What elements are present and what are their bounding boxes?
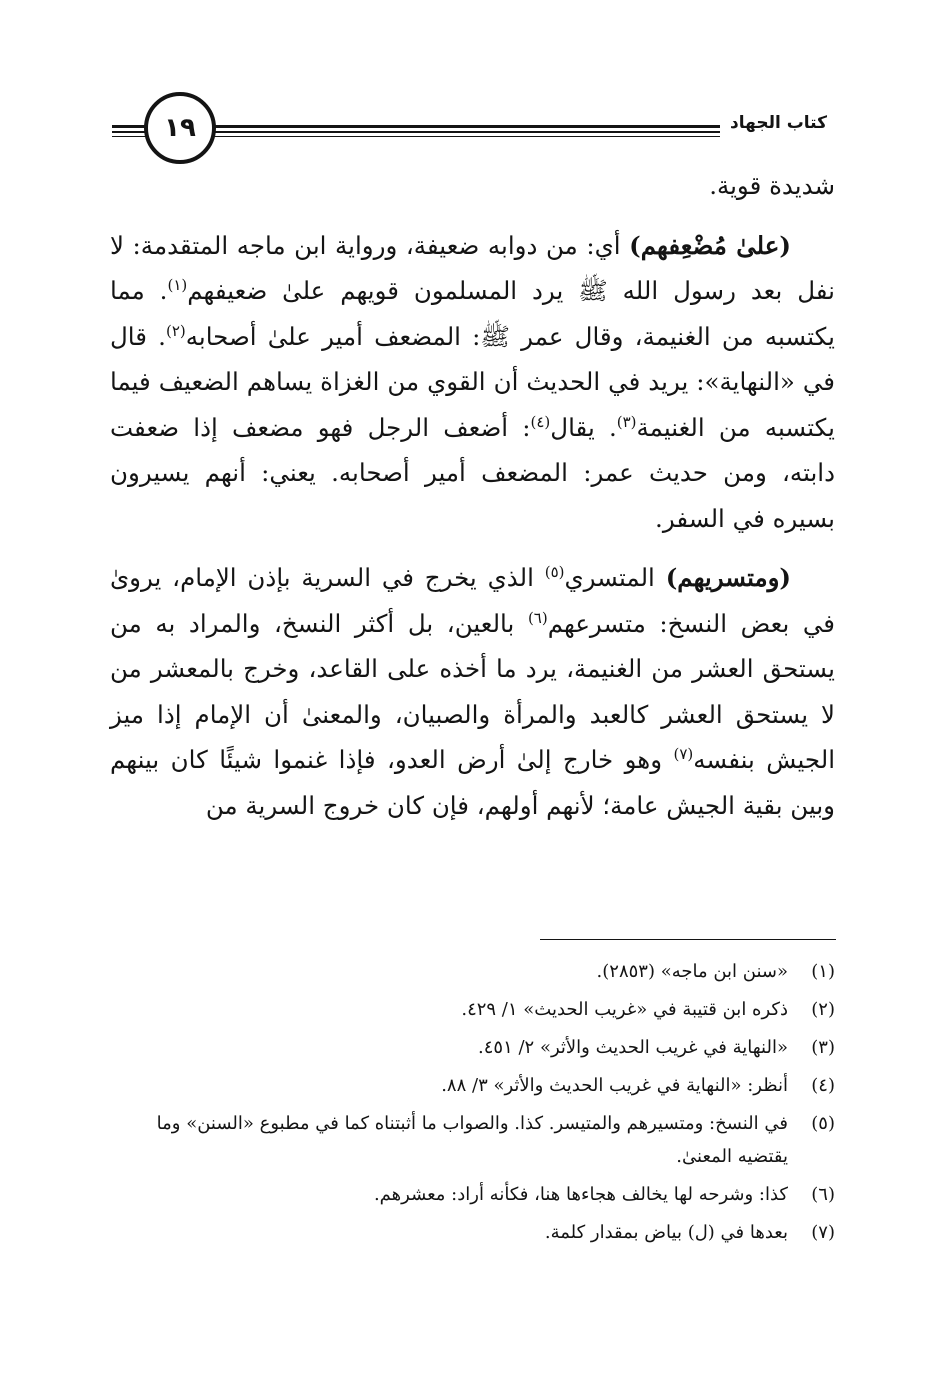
paragraph bbox=[110, 223, 835, 542]
paragraph: شديدة قوية. bbox=[709, 171, 835, 200]
footnote-text: في النسخ: ومتسيرهم والمتيسر. كذا. والصواب ما أثبتناه كما في مطبوع «السنن» وما يقتضيه المعنىٰ. bbox=[156, 1113, 788, 1167]
footnotes bbox=[112, 955, 835, 1254]
text-run: . مما يكتسبه من الغنيمة، وقال عمر ﷺ: المضعف أمير علىٰ أصحابه bbox=[110, 276, 835, 351]
footnote-text: «النهاية في غريب الحديث والأثر» ٢/ ٤٥١. bbox=[478, 1037, 788, 1058]
footnote bbox=[112, 1069, 835, 1102]
footnote-text: أنظر: «النهاية في غريب الحديث والأثر» ٣/ ٨٨. bbox=[441, 1075, 788, 1096]
text-run: وهو خارج إلىٰ أرض العدو، فإذا غنموا شيئًا كان بينهم وبين بقية الجيش عامة؛ لأنهم أولهم، فإن كان خروج السرية من bbox=[110, 745, 835, 820]
footnote bbox=[112, 1216, 835, 1249]
lemma: (ومتسريهم) bbox=[665, 563, 792, 592]
footnote bbox=[112, 1031, 835, 1064]
footnote-number: (٦) bbox=[811, 1184, 835, 1205]
footnote-number: (٢) bbox=[811, 999, 835, 1020]
footnote-ref[interactable]: (٢) bbox=[165, 321, 186, 340]
lemma: (علىٰ مُضْعِفهم) bbox=[629, 230, 791, 260]
footnote bbox=[112, 1178, 835, 1211]
footnote-ref[interactable]: (٧) bbox=[673, 744, 694, 763]
paragraph bbox=[110, 555, 835, 828]
text-run: . قال في «النهاية»: يريد في الحديث أن القوي من الغزاة يساهم الضعيف فيما يكتسبه من الغنيمة bbox=[110, 321, 835, 442]
footnote-number: (٥) bbox=[811, 1113, 835, 1134]
footnote-ref[interactable]: (٥) bbox=[544, 562, 565, 581]
text-run: بالعين، بل أكثر النسخ، والمراد به من يستحق العشر من الغنيمة، يرد ما أخذه على القاعد، وخرج بالمعشر من لا يستحق العشر كالعبد والمرأة والصبيان، والمعنىٰ أن الإمام إذا ميز الجيش بنفسه bbox=[110, 608, 835, 774]
footnote-ref[interactable]: (٣) bbox=[616, 412, 637, 431]
footnote-text: كذا: وشرحه لها يخالف هجاءها هنا، فكأنه أراد: معشرهم. bbox=[373, 1184, 788, 1205]
footnote-text: بعدها في (ل) بياض بمقدار كلمة. bbox=[544, 1222, 788, 1243]
footnote bbox=[112, 955, 835, 988]
text-run: المتسري bbox=[564, 563, 666, 592]
text-run: أي: من دوابه ضعيفة، ورواية ابن ماجه المتقدمة: لا نفل بعد رسول الله ﷺ يرد المسلمون قويهم علىٰ ضعيفهم bbox=[110, 230, 835, 305]
running-title: كتاب الجهاد bbox=[720, 106, 837, 140]
footnote-ref[interactable]: (٦) bbox=[527, 608, 548, 627]
main-text bbox=[110, 163, 835, 828]
footnote-ref[interactable]: (١) bbox=[167, 275, 188, 294]
footnote bbox=[112, 993, 835, 1026]
footnote-separator bbox=[540, 939, 836, 940]
text-run: الذي يخرج في السرية بإذن الإمام، يرویٰ في بعض النسخ: متسرعهم bbox=[110, 563, 835, 638]
footnote bbox=[112, 1107, 835, 1173]
footnote-number: (٤) bbox=[811, 1075, 835, 1096]
footnote-number: (١) bbox=[811, 961, 835, 982]
text-run: . يقال bbox=[550, 412, 617, 442]
footnote-text: ذكره ابن قتيبة في «غريب الحديث» ١/ ٤٢٩. bbox=[461, 999, 788, 1020]
page-number: ١٩ bbox=[144, 92, 216, 164]
footnote-text: «سنن ابن ماجه» (٢٨٥٣). bbox=[596, 961, 788, 982]
footnote-number: (٧) bbox=[811, 1222, 835, 1243]
footnote-number: (٣) bbox=[811, 1037, 835, 1058]
footnote-ref[interactable]: (٤) bbox=[530, 412, 551, 431]
text-run: : أضعف الرجل فهو مضعف إذا ضعفت دابته، ومن حديث عمر: المضعف أمير أصحابه. يعني: أنهم يسيرون بسيره في السفر. bbox=[110, 412, 835, 533]
